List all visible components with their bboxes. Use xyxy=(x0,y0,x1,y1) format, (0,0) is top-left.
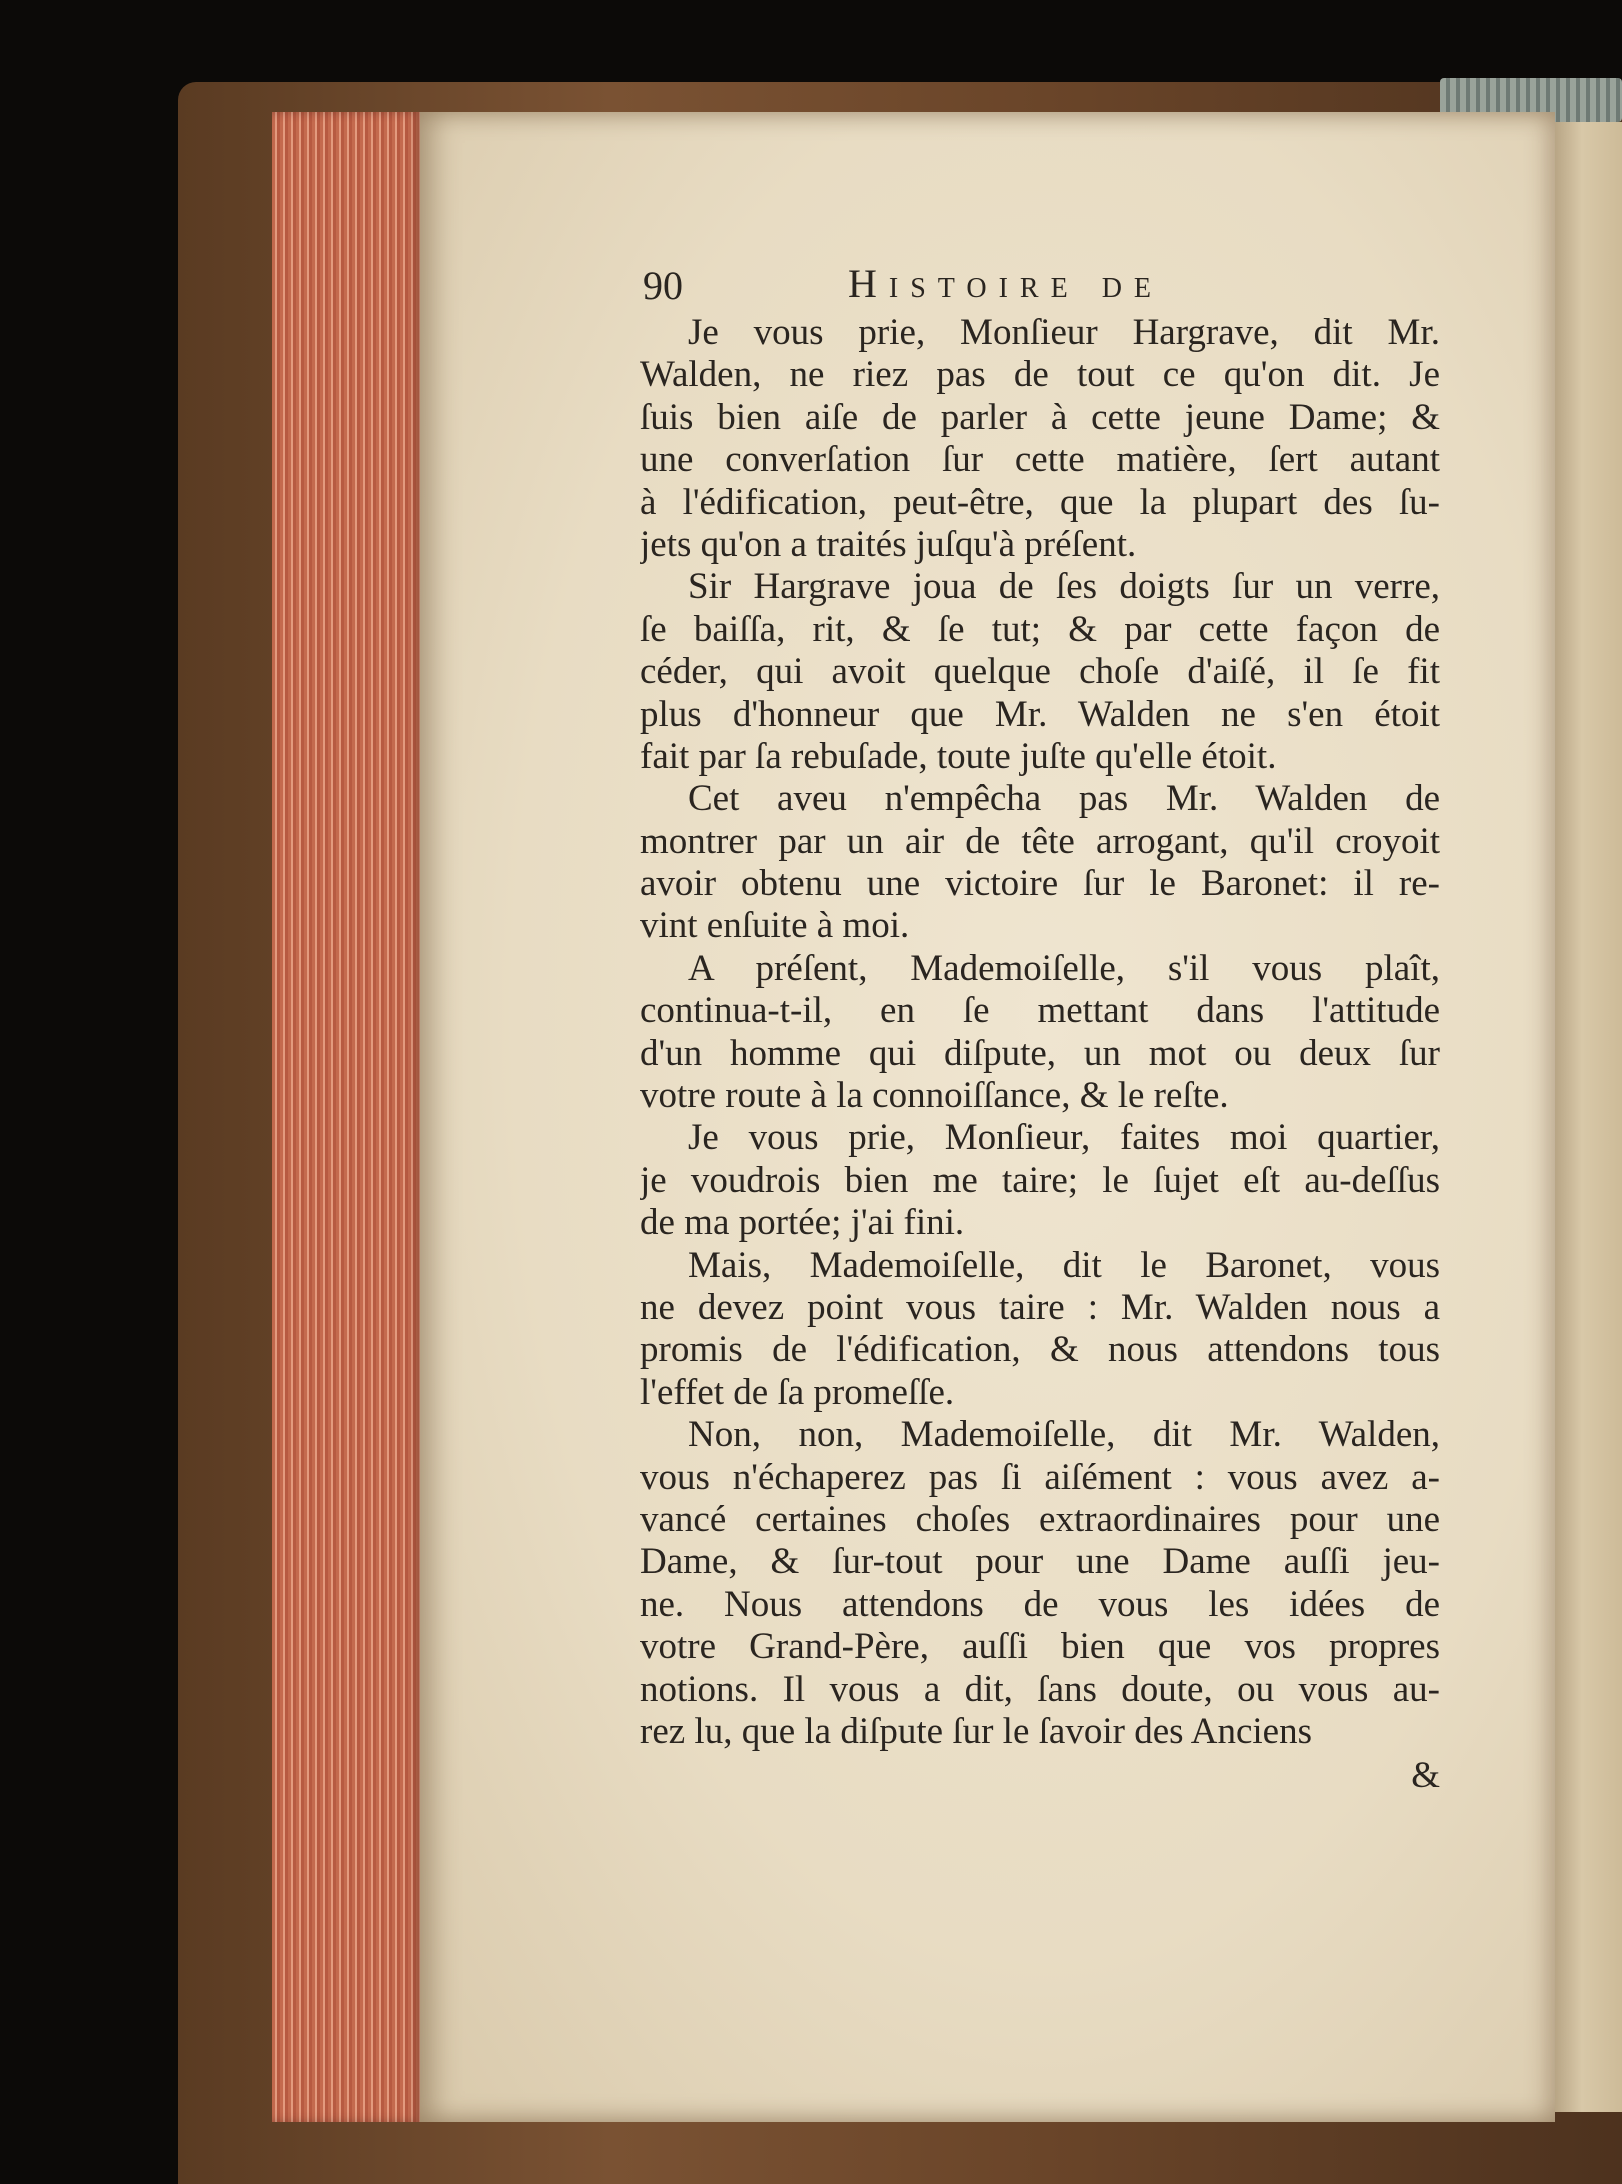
paragraph xyxy=(640,1245,1440,1415)
body-text xyxy=(640,312,1440,1753)
text-line: votre route à la connoiſſance, & le reſte. xyxy=(640,1075,1229,1117)
text-line: Non, non, Mademoiſelle, dit Mr. Walden, xyxy=(688,1414,1440,1456)
text-line: fait par ſa rebuſade, toute juſte qu'elle étoit. xyxy=(640,735,1277,777)
paragraph xyxy=(640,312,1440,566)
text-line: Sir Hargrave joua de ſes doigts ſur un verre, xyxy=(688,566,1440,608)
page-number: 90 xyxy=(643,263,683,308)
catchword: & xyxy=(1411,1755,1440,1797)
paragraph xyxy=(640,566,1440,778)
paragraph xyxy=(640,1414,1440,1753)
text-line: Je vous prie, Monſieur, faites moi quartier, xyxy=(688,1117,1440,1159)
text-line: promis de l'édification, & nous attendons tous xyxy=(640,1329,1440,1371)
text-line: vous n'échaperez pas ſi aiſément : vous avez a- xyxy=(640,1456,1440,1498)
text-line: A préſent, Mademoiſelle, s'il vous plaît, xyxy=(688,947,1440,989)
text-line: avoir obtenu une victoire ſur le Baronet: il re- xyxy=(640,863,1440,905)
text-line: de ma portée; j'ai fini. xyxy=(640,1202,965,1244)
text-line: Je vous prie, Monſieur Hargrave, dit Mr. xyxy=(688,312,1440,353)
text-line: Mais, Mademoiſelle, dit le Baronet, vous xyxy=(688,1244,1440,1286)
text-line: d'un homme qui diſpute, un mot ou deux ſur xyxy=(640,1032,1440,1074)
paragraph xyxy=(640,778,1440,948)
page-text xyxy=(640,252,1440,1797)
text-line: je voudrois bien me taire; le ſujet eſt au-deſſus xyxy=(640,1159,1440,1201)
text-line: montrer par un air de tête arrogant, qu'il croyoit xyxy=(640,820,1440,862)
text-line: céder, qui avoit quelque choſe d'aiſé, il ſe fit xyxy=(640,651,1440,693)
text-line: plus d'honneur que Mr. Walden ne s'en étoit xyxy=(640,693,1440,735)
text-line: vancé certaines choſes extraordinaires pour une xyxy=(640,1498,1440,1540)
text-line: Dame, & ſur-tout pour une Dame auſſi jeu- xyxy=(640,1541,1440,1583)
text-line: ne devez point vous taire : Mr. Walden nous a xyxy=(640,1286,1440,1328)
text-line: Cet aveu n'empêcha pas Mr. Walden de xyxy=(688,778,1440,820)
text-line: jets qu'on a traités juſqu'à préſent. xyxy=(640,523,1137,565)
paragraph xyxy=(640,948,1440,1118)
page-edges xyxy=(272,112,422,2122)
text-line: ſuis bien aiſe de parler à cette jeune Dame; & xyxy=(640,396,1440,438)
text-line: vint enſuite à moi. xyxy=(640,905,910,947)
text-line: une converſation ſur cette matière, ſert autant xyxy=(640,439,1440,481)
text-line: votre Grand-Père, auſſi bien que vos propres xyxy=(640,1626,1440,1668)
running-title: Histoire de xyxy=(848,261,1164,306)
running-head xyxy=(640,252,1440,312)
text-line: ſe baiſſa, rit, & ſe tut; & par cette façon de xyxy=(640,608,1440,650)
text-line: rez lu, que la diſpute ſur le ſavoir des Anciens xyxy=(640,1710,1312,1752)
facing-page-edge xyxy=(1555,122,1622,2112)
text-line: continua-t-il, en ſe mettant dans l'attitude xyxy=(640,990,1440,1032)
text-line: Walden, ne riez pas de tout ce qu'on dit. Je xyxy=(640,354,1440,396)
text-line: à l'édification, peut-être, que la plupart des ſu- xyxy=(640,481,1440,523)
text-line: notions. Il vous a dit, ſans doute, ou vous au- xyxy=(640,1668,1440,1710)
text-line: ne. Nous attendons de vous les idées de xyxy=(640,1583,1440,1625)
text-line: l'effet de ſa promeſſe. xyxy=(640,1371,955,1413)
paragraph xyxy=(640,1117,1440,1244)
